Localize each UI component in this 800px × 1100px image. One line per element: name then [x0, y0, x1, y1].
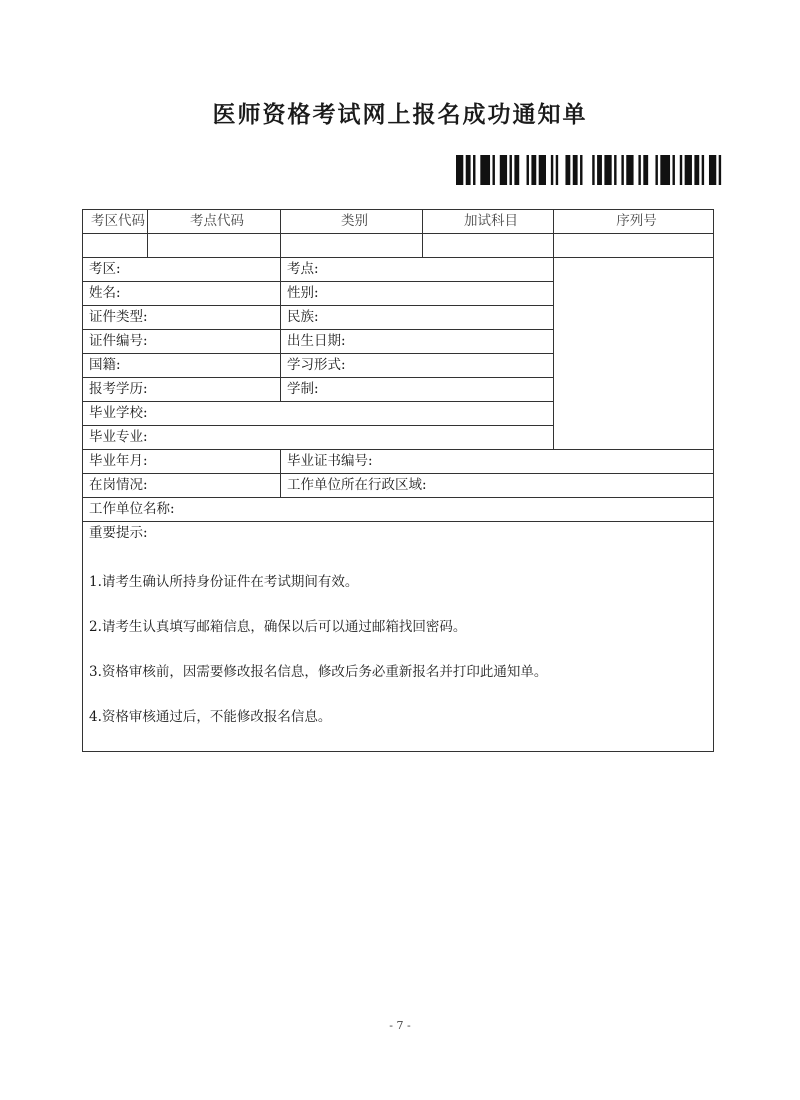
barcode-bar: [626, 155, 633, 185]
field-gender: 性别:: [281, 282, 554, 306]
header-row: [83, 210, 714, 234]
note-item: 2.请考生认真填写邮箱信息，确保以后可以通过邮箱找回密码。: [89, 619, 467, 635]
barcode-bar: [539, 155, 546, 185]
header-category: 类别: [281, 210, 423, 234]
page-title: 医师资格考试网上报名成功通知单: [212, 101, 588, 128]
field-study-form: 学习形式:: [281, 354, 554, 378]
field-nationality: 国籍:: [83, 354, 281, 378]
note-item: 3.资格审核前，因需要修改报名信息，修改后务必重新报名并打印此通知单。: [89, 664, 548, 680]
note-item: 4.资格审核通过后，不能修改报名信息。: [89, 709, 332, 725]
barcode-bar: [510, 155, 512, 185]
barcode-bar: [621, 155, 623, 185]
barcode-bar: [719, 155, 721, 185]
barcode-bar: [709, 155, 716, 185]
photo-box: [554, 258, 714, 450]
barcode-bar: [573, 155, 578, 185]
barcode-bar: [500, 155, 507, 185]
value-extra-subject: [423, 234, 554, 258]
field-grad-date: 毕业年月:: [83, 450, 281, 474]
barcode-bar: [565, 155, 570, 185]
barcode-bar: [456, 155, 463, 185]
notes-box: [83, 522, 714, 752]
barcode-bar: [672, 155, 674, 185]
header-extra-subject: 加试科目: [423, 210, 554, 234]
barcode-bar: [480, 155, 490, 185]
field-birth-date: 出生日期:: [281, 330, 554, 354]
header-exam-site-code: 考点代码: [148, 210, 281, 234]
barcode-bar: [527, 155, 529, 185]
field-id-type: 证件类型:: [83, 306, 281, 330]
barcode-bar: [660, 155, 670, 185]
barcode: [456, 155, 726, 185]
barcode-bar: [694, 155, 699, 185]
barcode-bar: [643, 155, 648, 185]
field-cert-number: 毕业证书编号:: [281, 450, 714, 474]
header-exam-area-code: 考区代码: [83, 210, 148, 234]
field-exam-site: 考点:: [281, 258, 554, 282]
field-schooling: 学制:: [281, 378, 554, 402]
field-work-region: 工作单位所在行政区域:: [281, 474, 714, 498]
barcode-bar: [597, 155, 602, 185]
notes-title: 重要提示:: [89, 525, 148, 541]
barcode-bar: [604, 155, 611, 185]
field-major: 毕业专业:: [83, 426, 554, 450]
barcode-bar: [638, 155, 640, 185]
field-work-unit: 工作单位名称:: [83, 498, 714, 522]
barcode-bar: [531, 155, 536, 185]
value-category: [281, 234, 423, 258]
barcode-bar: [551, 155, 553, 185]
value-exam-site-code: [148, 234, 281, 258]
barcode-bar: [702, 155, 704, 185]
barcode-bar: [614, 155, 616, 185]
barcode-bar: [492, 155, 494, 185]
field-education: 报考学历:: [83, 378, 281, 402]
barcode-bar: [685, 155, 692, 185]
registration-form: [82, 209, 714, 752]
barcode-bar: [580, 155, 582, 185]
page-number: - 7 -: [389, 1019, 411, 1032]
field-job-status: 在岗情况:: [83, 474, 281, 498]
field-name: 姓名:: [83, 282, 281, 306]
barcode-bar: [680, 155, 682, 185]
barcode-bar: [592, 155, 594, 185]
barcode-bar: [473, 155, 475, 185]
note-item: 1.请考生确认所持身份证件在考试期间有效。: [89, 574, 359, 590]
header-serial-number: 序列号: [554, 210, 714, 234]
barcode-bar: [655, 155, 657, 185]
field-school: 毕业学校:: [83, 402, 554, 426]
barcode-bar: [556, 155, 558, 185]
value-exam-area-code: [83, 234, 148, 258]
value-serial-number: [554, 234, 714, 258]
field-exam-area: 考区:: [83, 258, 281, 282]
barcode-bar: [514, 155, 519, 185]
barcode-bar: [466, 155, 471, 185]
header-values-row: [83, 234, 714, 258]
field-id-number: 证件编号:: [83, 330, 281, 354]
field-ethnicity: 民族:: [281, 306, 554, 330]
